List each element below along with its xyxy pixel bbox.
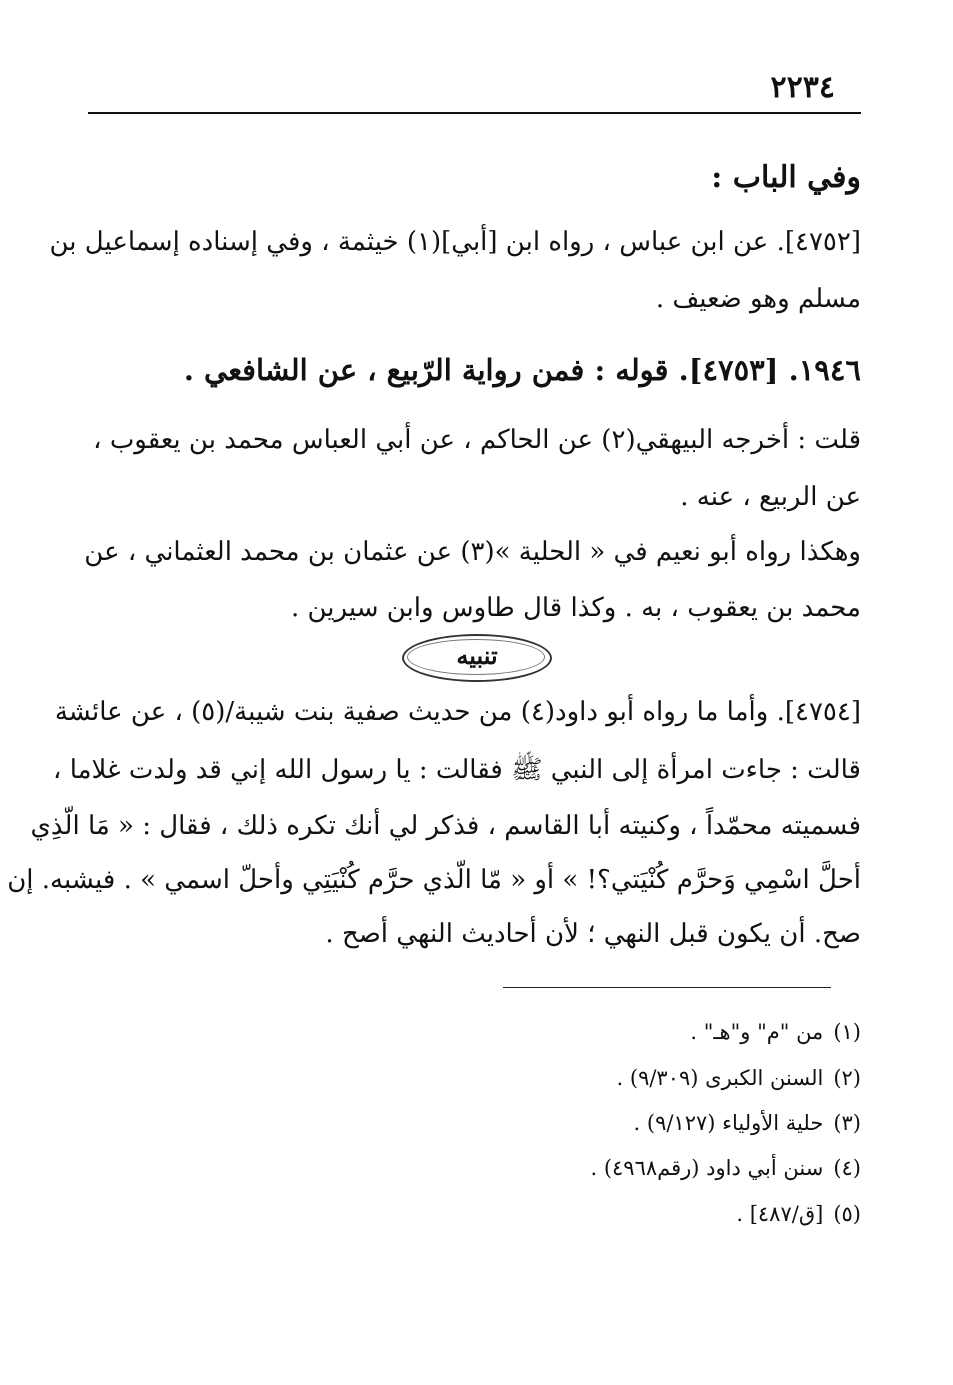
footnote-number: (٤) xyxy=(833,1156,861,1180)
footnote-1 xyxy=(361,1016,861,1048)
text-line: [٤٧٥٢]. عن ابن عباس ، رواه ابن [أبي](١) خيثمة ، وفي إسناده إسماعيل بن xyxy=(49,227,861,257)
header-rule xyxy=(88,112,861,114)
footnote-number: (٣) xyxy=(833,1111,861,1135)
footnote-text: حلية الأولياء (٩/١٢٧) . xyxy=(633,1111,824,1135)
footnote-separator xyxy=(503,987,831,988)
page-number: ٢٢٣٤ xyxy=(770,70,835,105)
text-line: مسلم وهو ضعيف . xyxy=(655,284,861,314)
text-line: صح. أن يكون قبل النهي ؛ لأن أحاديث النهي أصح . xyxy=(325,919,861,949)
tanbih-ornament xyxy=(402,634,552,682)
footnote-4 xyxy=(361,1152,861,1184)
footnote-3 xyxy=(361,1107,861,1139)
footnote-text: سنن أبي داود (رقم٤٩٦٨) . xyxy=(590,1156,824,1180)
footnote-number: (١) xyxy=(833,1020,861,1044)
text-line: [٤٧٥٤]. وأما ما رواه أبو داود(٤) من حديث صفية بنت شيبة/(٥) ، عن عائشة xyxy=(54,697,861,727)
text-line: وهكذا رواه أبو نعيم في « الحلية »(٣) عن عثمان بن محمد العثماني ، عن xyxy=(84,537,861,567)
text-line: قلت : أخرجه البيهقي(٢) عن الحاكم ، عن أبي العباس محمد بن يعقوب ، xyxy=(93,425,861,455)
tanbih-label: تنبيه xyxy=(456,641,498,670)
footnote-number: (٢) xyxy=(833,1066,861,1090)
footnote-text: [ق/٤٨٧] . xyxy=(736,1202,824,1226)
text-line: عن الربيع ، عنه . xyxy=(680,482,861,512)
footnote-text: السنن الكبرى (٩/٣٠٩) . xyxy=(616,1066,824,1090)
text-line: فسميته محمّداً ، وكنيته أبا القاسم ، فذكر لي أنك تكره ذلك ، فقال : « مَا الّذِي xyxy=(30,811,861,841)
entry-heading: ١٩٤٦. [٤٧٥٣]. قوله : فمن رواية الرّبيع ، عن الشافعي . xyxy=(183,353,861,387)
text-line: محمد بن يعقوب ، به . وكذا قال طاوس وابن سيرين . xyxy=(290,593,861,623)
text-line: قالت : جاءت امرأة إلى النبي ﷺ فقالت : يا رسول الله إني قد ولدت غلاما ، xyxy=(53,755,861,785)
section-heading: وفي الباب : xyxy=(711,160,861,195)
footnote-2 xyxy=(361,1062,861,1094)
text-line: أحلَّ اسْمِي وَحرَّم كُنْيَتي؟! » أو « مّا الّذي حرَّم كُنْيَتِي وأحلّ اسمي » . فيشبه. إن xyxy=(7,865,861,895)
footnote-5 xyxy=(361,1198,861,1230)
footnote-text: من "م" و"هـ" . xyxy=(690,1020,824,1044)
footnote-number: (٥) xyxy=(833,1202,861,1226)
